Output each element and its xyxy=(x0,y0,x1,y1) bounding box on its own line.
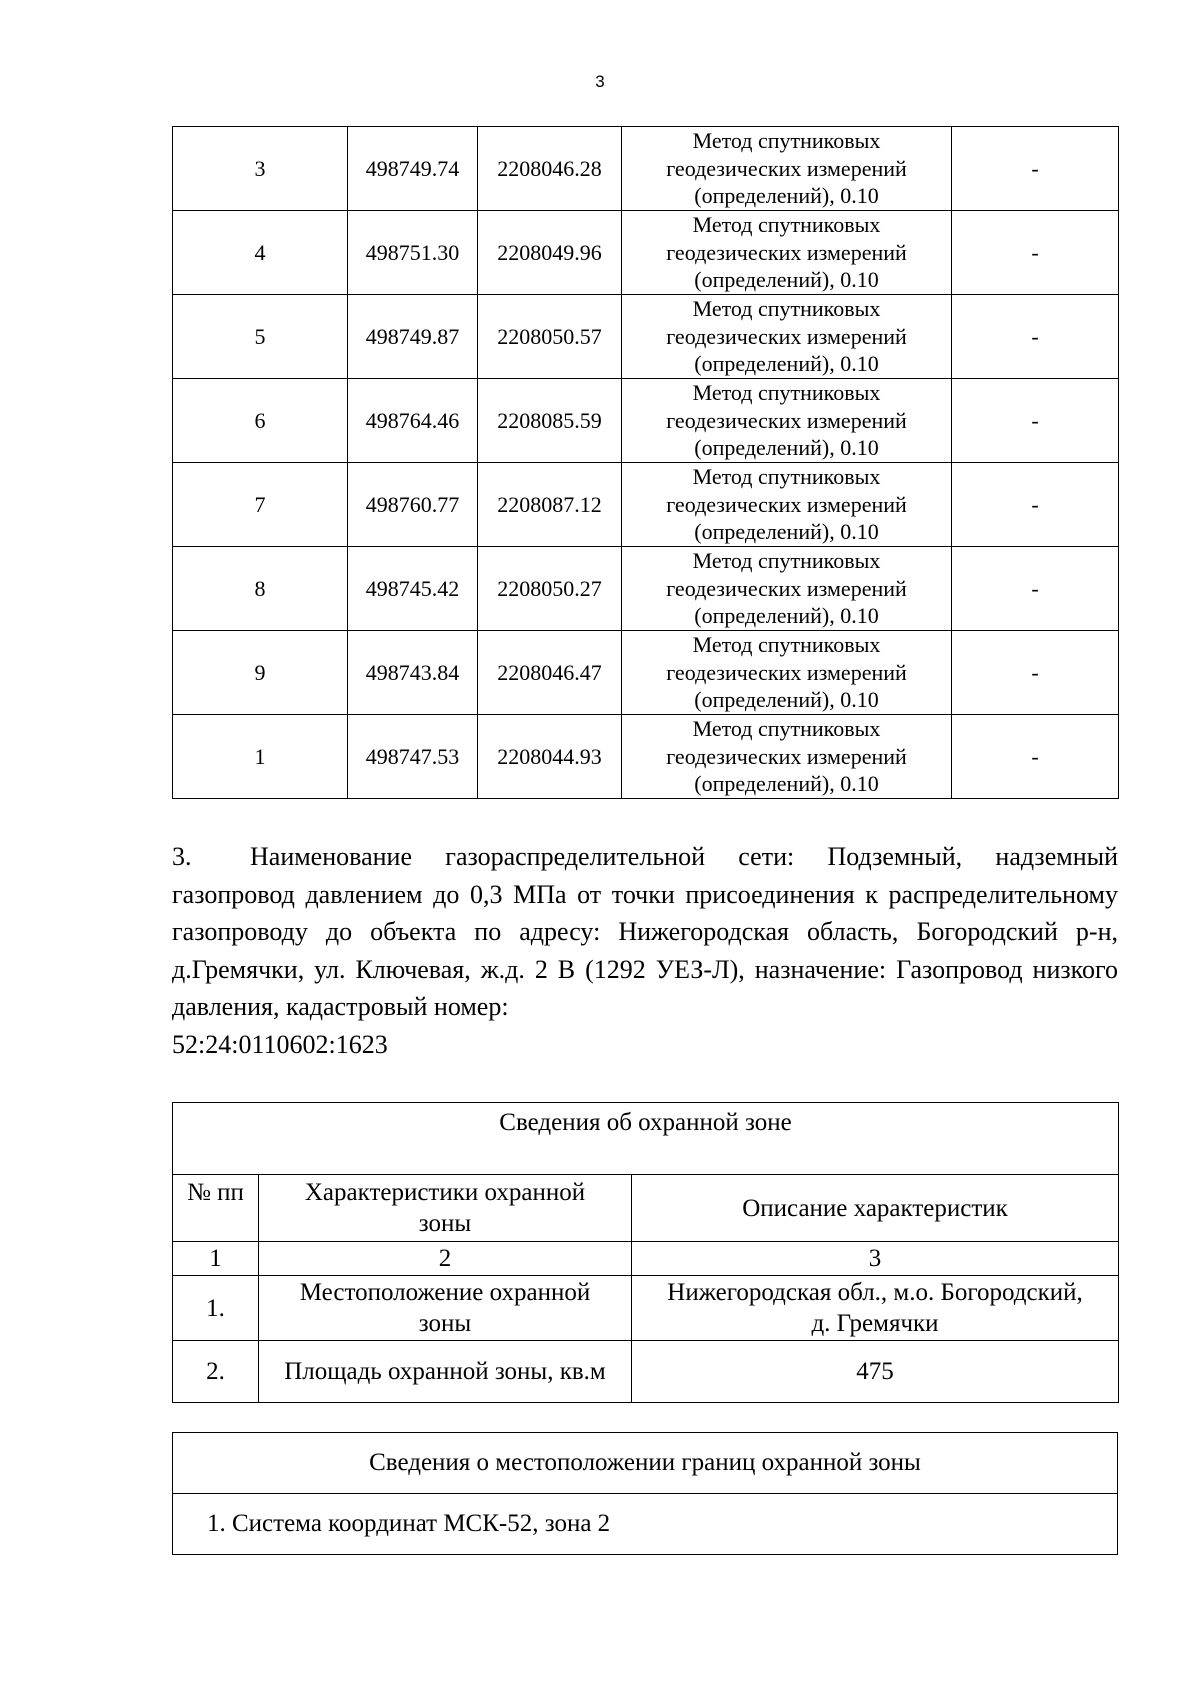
coordinates-table-body xyxy=(173,127,1119,799)
row1-characteristic-line1: Местоположение охранной xyxy=(299,1279,591,1306)
point-cell: 3 xyxy=(173,127,348,211)
method-cell xyxy=(622,127,952,211)
x-coordinate-cell: 498760.77 xyxy=(348,463,478,547)
coordinate-row xyxy=(173,295,1119,379)
method-line: геодезических измерений xyxy=(666,659,907,685)
point-cell: 6 xyxy=(173,379,348,463)
row2-description: 475 xyxy=(632,1341,1119,1403)
method-cell xyxy=(622,547,952,631)
note-cell: - xyxy=(952,295,1119,379)
cadastral-number: 52:24:0110602:1623 xyxy=(172,1029,388,1059)
method-line: геодезических измерений xyxy=(666,575,907,601)
method-line: (определений), 0.10 xyxy=(694,771,879,797)
coordinate-row xyxy=(173,127,1119,211)
section-paragraph xyxy=(172,838,1118,1063)
method-line: (определений), 0.10 xyxy=(694,519,879,545)
method-cell xyxy=(622,631,952,715)
row1-number: 1. xyxy=(173,1276,259,1341)
section-body: Наименование газораспределительной сети: Подземный, надземный газопровод давлением до 0,3 МПа от точки присоединения к распределительному газопроводу до объекта по адресу: Нижегородская область, Богородский р-н, д.Гремячки, ул. Ключевая, ж.д. 2 В (1292 УЕЗ-Л), назначение: Газопровод низкого давления, кадастровый номер: xyxy=(172,842,1118,1021)
method-cell xyxy=(622,715,952,799)
point-cell: 8 xyxy=(173,547,348,631)
zone-table-index-row xyxy=(173,1242,1119,1276)
note-cell: - xyxy=(952,715,1119,799)
index-cell-2: 2 xyxy=(259,1242,632,1276)
header-number: № пп xyxy=(173,1175,259,1242)
method-line: геодезических измерений xyxy=(666,323,907,349)
method-line: Метод спутниковых xyxy=(692,716,881,742)
section-number: 3. xyxy=(172,842,192,871)
y-coordinate-cell: 2208050.57 xyxy=(478,295,622,379)
method-line: (определений), 0.10 xyxy=(694,687,879,713)
method-line: геодезических измерений xyxy=(666,155,907,181)
index-cell-1: 1 xyxy=(173,1242,259,1276)
x-coordinate-cell: 498749.87 xyxy=(348,295,478,379)
point-cell: 5 xyxy=(173,295,348,379)
x-coordinate-cell: 498743.84 xyxy=(348,631,478,715)
y-coordinate-cell: 2208050.27 xyxy=(478,547,622,631)
x-coordinate-cell: 498751.30 xyxy=(348,211,478,295)
note-cell: - xyxy=(952,631,1119,715)
zone-table-title-row xyxy=(173,1103,1119,1175)
header-characteristics-line1: Характеристики охранной xyxy=(304,1179,586,1206)
note-cell: - xyxy=(952,211,1119,295)
method-line: (определений), 0.10 xyxy=(694,267,879,293)
zone-table-row-area xyxy=(173,1341,1119,1403)
method-line: Метод спутниковых xyxy=(692,212,881,238)
index-cell-3: 3 xyxy=(632,1242,1119,1276)
header-description: Описание характеристик xyxy=(632,1175,1119,1242)
method-line: Метод спутниковых xyxy=(692,632,881,658)
y-coordinate-cell: 2208046.47 xyxy=(478,631,622,715)
row2-characteristic: Площадь охранной зоны, кв.м xyxy=(259,1341,632,1403)
coordinate-row xyxy=(173,631,1119,715)
x-coordinate-cell: 498749.74 xyxy=(348,127,478,211)
y-coordinate-cell: 2208049.96 xyxy=(478,211,622,295)
method-cell xyxy=(622,295,952,379)
coordinates-table xyxy=(172,126,1119,799)
method-line: геодезических измерений xyxy=(666,407,907,433)
point-cell: 9 xyxy=(173,631,348,715)
y-coordinate-cell: 2208044.93 xyxy=(478,715,622,799)
method-line: геодезических измерений xyxy=(666,491,907,517)
row1-description-line2: д. Гремячки xyxy=(811,1310,939,1337)
row2-number: 2. xyxy=(173,1341,259,1403)
x-coordinate-cell: 498764.46 xyxy=(348,379,478,463)
y-coordinate-cell: 2208087.12 xyxy=(478,463,622,547)
protected-zone-table xyxy=(172,1102,1119,1403)
method-line: (определений), 0.10 xyxy=(694,183,879,209)
coordinate-row xyxy=(173,715,1119,799)
zone-table-row-location xyxy=(173,1276,1119,1341)
method-line: Метод спутниковых xyxy=(692,380,881,406)
note-cell: - xyxy=(952,463,1119,547)
x-coordinate-cell: 498747.53 xyxy=(348,715,478,799)
coordinate-system-item: 1. Система координат МСК-52, зона 2 xyxy=(173,1494,1118,1555)
location-table-title: Сведения о местоположении границ охранной зоны xyxy=(173,1433,1118,1494)
location-title-row xyxy=(173,1433,1118,1494)
zone-boundaries-table xyxy=(172,1432,1118,1555)
method-line: (определений), 0.10 xyxy=(694,435,879,461)
point-cell: 1 xyxy=(173,715,348,799)
coordinate-row xyxy=(173,379,1119,463)
zone-table-header-row xyxy=(173,1175,1119,1242)
note-cell: - xyxy=(952,127,1119,211)
point-cell: 4 xyxy=(173,211,348,295)
header-characteristics-line2: зоны xyxy=(418,1210,472,1237)
note-cell: - xyxy=(952,547,1119,631)
y-coordinate-cell: 2208085.59 xyxy=(478,379,622,463)
point-cell: 7 xyxy=(173,463,348,547)
row1-characteristic-line2: зоны xyxy=(418,1310,472,1337)
page-number: 3 xyxy=(595,72,605,91)
method-line: (определений), 0.10 xyxy=(694,603,879,629)
method-line: Метод спутниковых xyxy=(692,128,881,154)
row1-description xyxy=(632,1276,1119,1341)
zone-table-title: Сведения об охранной зоне xyxy=(173,1103,1119,1175)
header-characteristics xyxy=(259,1175,632,1242)
location-item-row xyxy=(173,1494,1118,1555)
coordinate-row xyxy=(173,211,1119,295)
method-cell xyxy=(622,211,952,295)
method-cell xyxy=(622,463,952,547)
note-cell: - xyxy=(952,379,1119,463)
coordinate-row xyxy=(173,547,1119,631)
method-line: (определений), 0.10 xyxy=(694,351,879,377)
method-line: Метод спутниковых xyxy=(692,296,881,322)
method-line: геодезических измерений xyxy=(666,239,907,265)
coordinate-row xyxy=(173,463,1119,547)
row1-characteristic xyxy=(259,1276,632,1341)
method-line: геодезических измерений xyxy=(666,743,907,769)
y-coordinate-cell: 2208046.28 xyxy=(478,127,622,211)
method-line: Метод спутниковых xyxy=(692,548,881,574)
method-line: Метод спутниковых xyxy=(692,464,881,490)
method-cell xyxy=(622,379,952,463)
x-coordinate-cell: 498745.42 xyxy=(348,547,478,631)
row1-description-line1: Нижегородская обл., м.о. Богородский, xyxy=(667,1279,1083,1306)
